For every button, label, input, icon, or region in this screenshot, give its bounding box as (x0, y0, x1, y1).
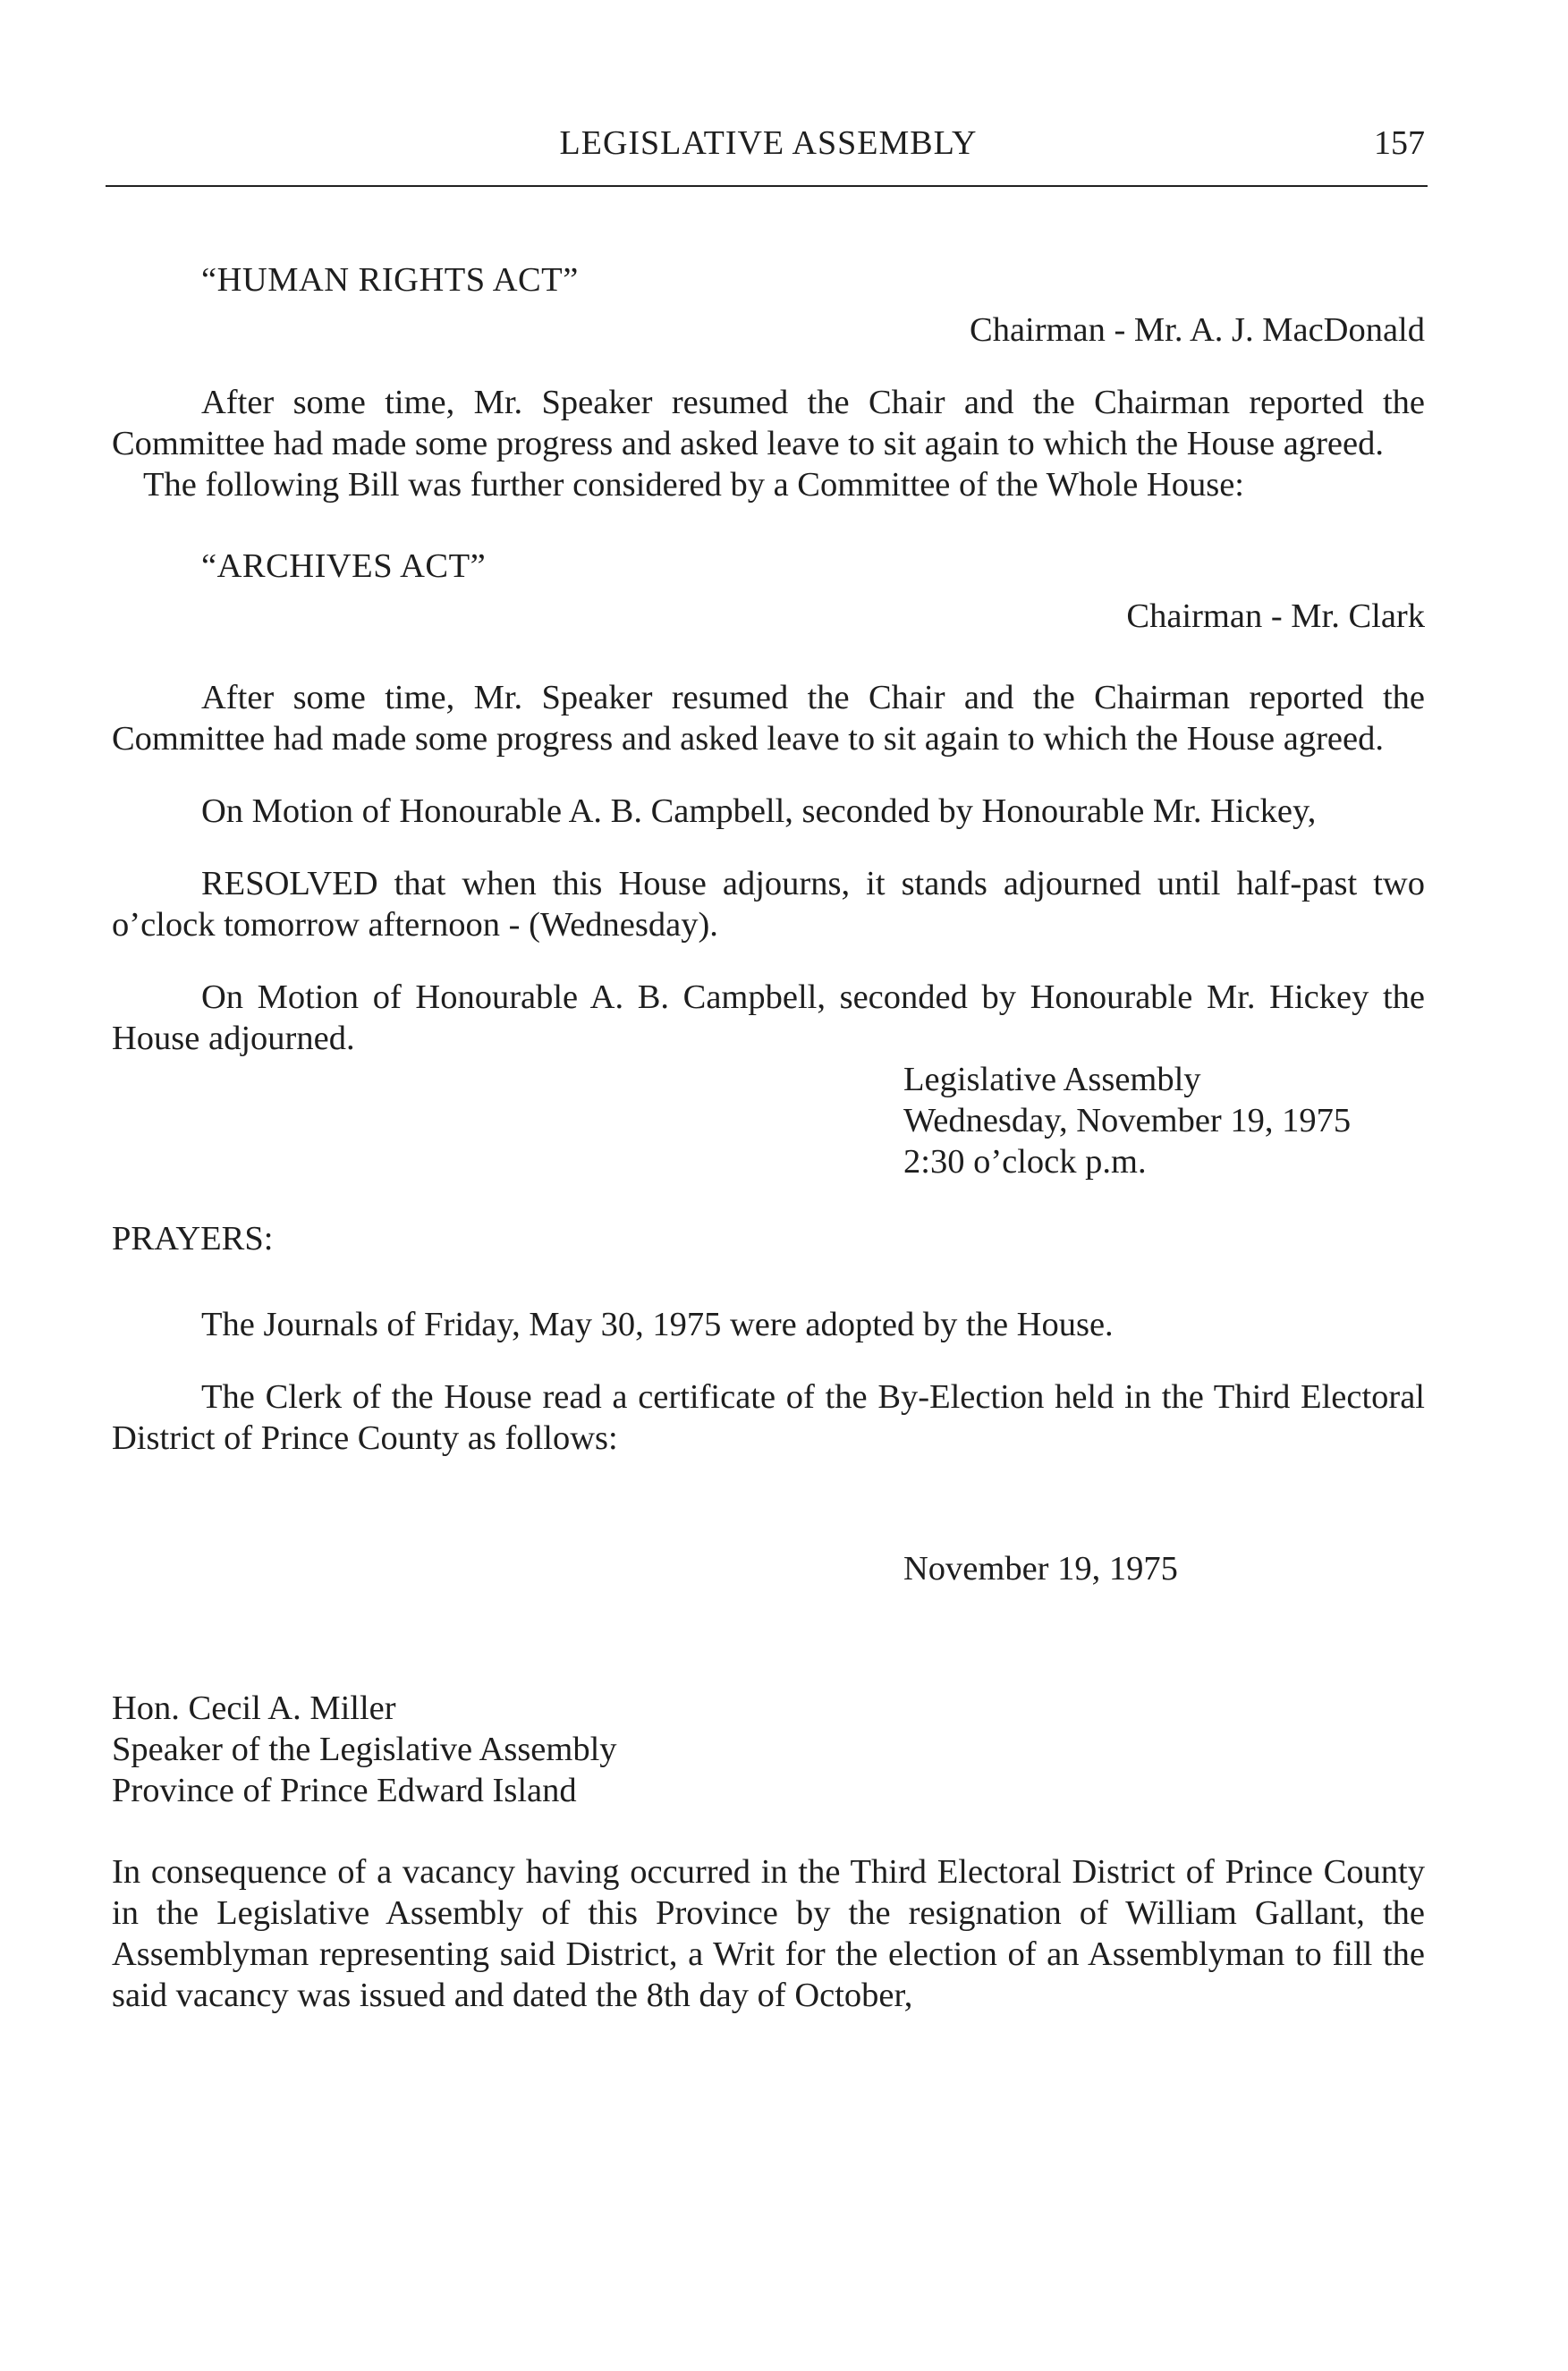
page-header (112, 123, 1425, 177)
session-line: Wednesday, November 19, 1975 (903, 1102, 1352, 1139)
header-rule (106, 185, 1428, 187)
journals-paragraph: The Journals of Friday, May 30, 1975 were adopted by the House. (201, 1306, 1114, 1343)
motion-paragraph: On Motion of Honourable A. B. Campbell, seconded by Honourable Mr. Hickey, (201, 792, 1317, 830)
resolution-paragraph: RESOLVED that when this House adjourns, it stands adjourned until half-past two o’clock tomorrow afternoon - (Wednesday). (112, 865, 1425, 944)
bill-consideration-paragraph: The following Bill was further considered by a Committee of the Whole House: (143, 466, 1245, 504)
session-line: Legislative Assembly (903, 1061, 1201, 1098)
page-body (112, 259, 1425, 2016)
addressee-line: Province of Prince Edward Island (112, 1772, 577, 1809)
addressee-line: Hon. Cecil A. Miller (112, 1689, 396, 1727)
letter-date: November 19, 1975 (903, 1550, 1178, 1588)
page-number: 157 (1374, 124, 1425, 162)
running-head: LEGISLATIVE ASSEMBLY (559, 124, 978, 162)
addressee-block (112, 1688, 1425, 1811)
addressee-line: Speaker of the Legislative Assembly (112, 1731, 617, 1768)
adjournment-paragraph: On Motion of Honourable A. B. Campbell, seconded by Honourable Mr. Hickey the House adjourned. (112, 978, 1425, 1057)
committee-report-paragraph: After some time, Mr. Speaker resumed the Chair and the Chairman reported the Committee had made some progress and asked leave to sit again to which the House agreed. (112, 679, 1425, 758)
clerk-paragraph: The Clerk of the House read a certificate of the By-Election held in the Third Electoral District of Prince County as follows: (112, 1378, 1425, 1457)
committee-report-paragraph: After some time, Mr. Speaker resumed the Chair and the Chairman reported the Committee had made some progress and asked leave to sit again to which the House agreed. (112, 384, 1425, 462)
bill-title-human-rights: “HUMAN RIGHTS ACT” (201, 261, 579, 299)
session-line: 2:30 o’clock p.m. (903, 1143, 1147, 1181)
session-heading (903, 1059, 1425, 1182)
prayers-heading: PRAYERS: (112, 1220, 274, 1257)
certificate-paragraph: In consequence of a vacancy having occurred in the Third Electoral District of Prince County in the Legislative Assembly of this Province by the resignation of William Gallant, the Assemblyman representing said District, a Writ for the election of an Assemblyman to fill the said vacancy was issued and dated the 8th day of October, (112, 1853, 1425, 2014)
bill-title-archives: “ARCHIVES ACT” (201, 547, 487, 585)
committee-chairman-line: Chairman - Mr. A. J. MacDonald (970, 311, 1425, 349)
committee-chairman-line: Chairman - Mr. Clark (1126, 597, 1425, 635)
